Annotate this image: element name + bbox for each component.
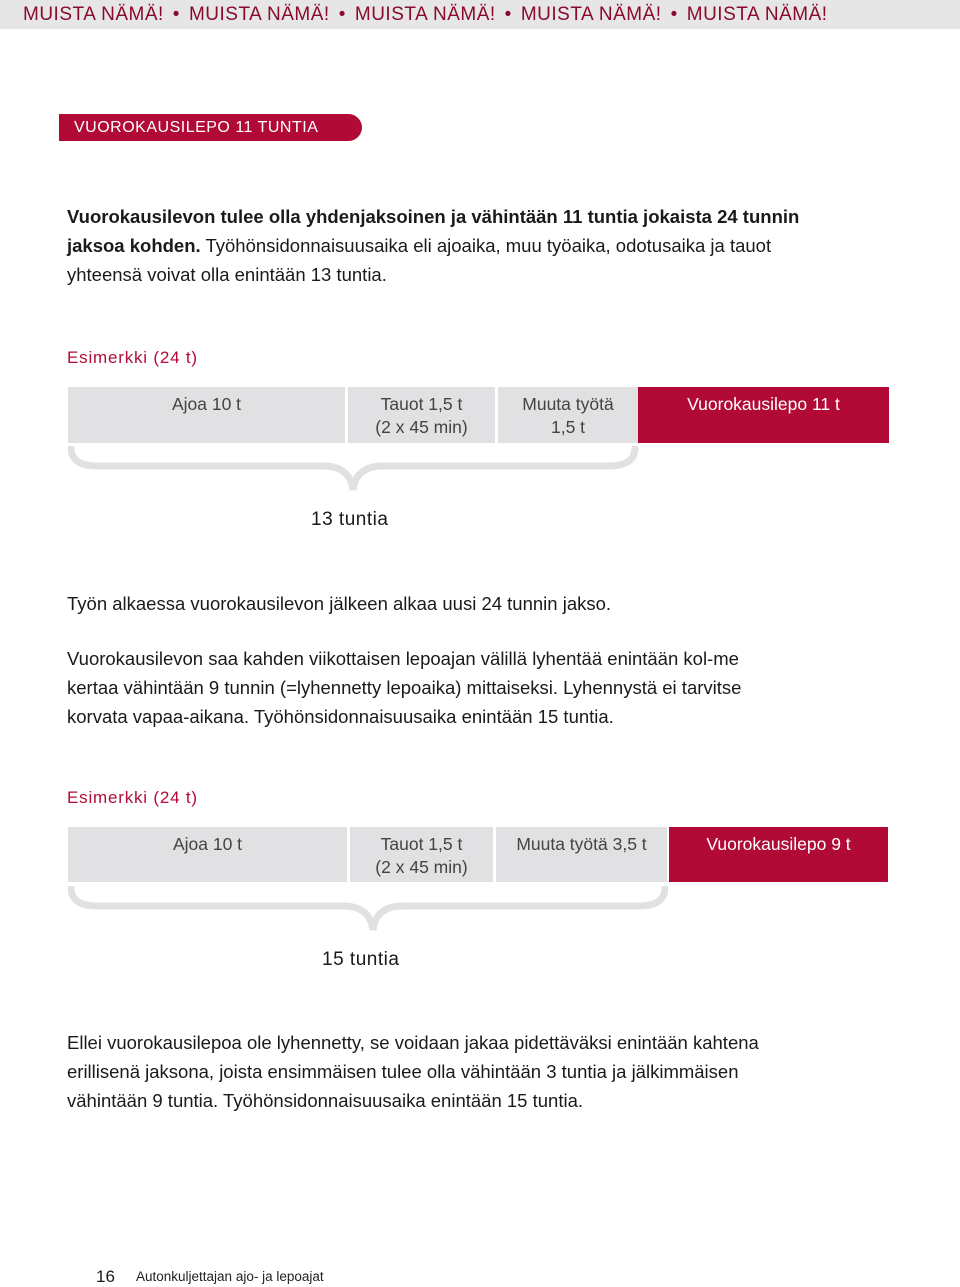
header-banner <box>0 0 960 29</box>
publication-title: Autonkuljettajan ajo- ja lepoajat <box>136 1269 324 1284</box>
intro-paragraph <box>67 202 812 289</box>
example1-segment-daily-rest <box>638 387 889 443</box>
example1-total-label: 13 tuntia <box>311 509 389 530</box>
paragraph-new-period: Työn alkaessa vuorokausilevon jälkeen alkaa uusi 24 tunnin jakso. <box>67 593 612 614</box>
example2-segment-driving <box>68 827 347 882</box>
separator-dot-icon: • <box>338 3 346 25</box>
example1-segment-other-work <box>498 387 638 443</box>
example2-total-label: 15 tuntia <box>322 949 400 970</box>
paragraph-split-rest: Ellei vuorokausilepoa ole lyhennetty, se voidaan jakaa pidettäväksi enintään kahtena erillisenä jaksona, joista ensimmäisen tulee olla vähintään 3 tuntia ja jälkimmäisen vähintään 9 tuntia. Työhönsidonnaisuusaika enintään 15 tuntia. <box>67 1032 759 1111</box>
example2-segment-breaks <box>350 827 493 882</box>
example1-title: Esimerkki (24 t) <box>67 348 198 367</box>
page-number: 16 <box>96 1267 115 1286</box>
segment-label: Tauot 1,5 t <box>380 834 463 854</box>
separator-dot-icon: • <box>670 3 678 25</box>
example2-title: Esimerkki (24 t) <box>67 788 198 807</box>
header-item: MUISTA NÄMÄ! <box>23 3 164 25</box>
example1-brace-icon <box>68 446 640 496</box>
separator-dot-icon: • <box>504 3 512 25</box>
segment-label: Ajoa 10 t <box>171 394 242 414</box>
section-title-pill <box>59 114 362 141</box>
segment-label: (2 x 45 min) <box>375 417 468 437</box>
segment-label: Vuorokausilepo 9 t <box>706 834 851 854</box>
header-item: MUISTA NÄMÄ! <box>188 3 330 25</box>
section-title: VUOROKAUSILEPO 11 TUNTIA <box>74 118 319 136</box>
intro-bold-text: Vuorokausilevon tulee olla yhdenjaksoinen ja vähintään 11 tuntia jokaista 24 tunnin jaksoa kohden. <box>67 206 800 256</box>
segment-label: Ajoa 10 t <box>172 834 243 854</box>
example1-timeline-bar <box>68 387 889 443</box>
segment-label: Vuorokausilepo 11 t <box>687 394 840 414</box>
segment-label: (2 x 45 min) <box>375 857 468 877</box>
paragraph-shortened-rest: Vuorokausilevon saa kahden viikottaisen lepoajan välillä lyhentää enintään kol-me kertaa vähintään 9 tunnin (=lyhennetty lepoaika) mittaiseksi. Lyhennystä ei tarvitse korvata vapaa-aikana. Työhönsidonnaisuusaika enintään 15 tuntia. <box>67 648 742 727</box>
header-item: MUISTA NÄMÄ! <box>686 3 828 25</box>
example1-segment-breaks <box>348 387 495 443</box>
example2-timeline-bar <box>68 827 888 882</box>
segment-label: Tauot 1,5 t <box>380 394 463 414</box>
separator-dot-icon: • <box>172 3 180 25</box>
example2-segment-other-work <box>496 827 667 882</box>
header-item: MUISTA NÄMÄ! <box>520 3 662 25</box>
example2-brace-icon <box>68 886 668 936</box>
segment-label: 1,5 t <box>550 417 586 437</box>
header-item: MUISTA NÄMÄ! <box>354 3 496 25</box>
intro-normal-text: Työhönsidonnaisuusaika eli ajoaika, muu työaika, odotusaika ja tauot yhteensä voivat olla enintään 13 tuntia. <box>67 235 772 285</box>
example2-segment-daily-rest <box>669 827 888 882</box>
example1-segment-driving <box>68 387 345 443</box>
segment-label: Muuta työtä 3,5 t <box>516 834 647 854</box>
segment-label: Muuta työtä <box>522 394 614 414</box>
